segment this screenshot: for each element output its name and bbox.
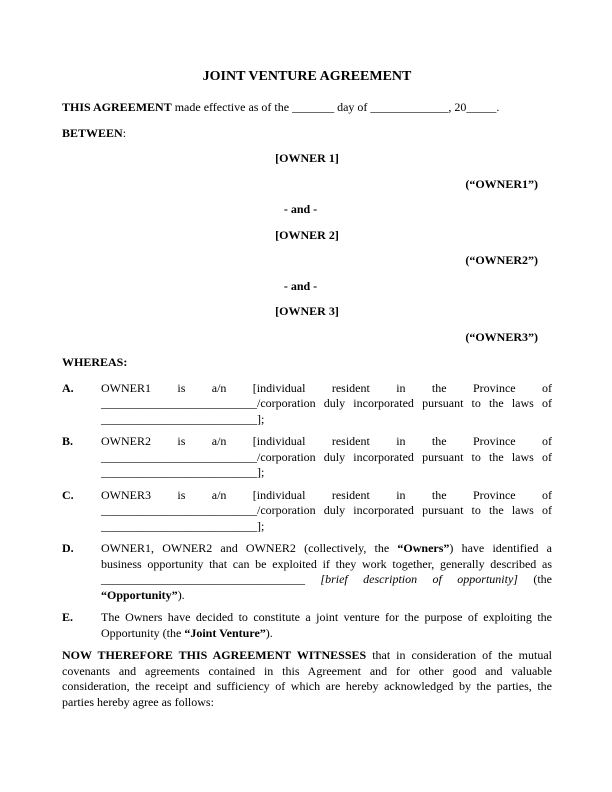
text-line bbox=[101, 412, 552, 428]
text-line bbox=[62, 695, 552, 711]
recital-d bbox=[62, 541, 552, 603]
text-segment: __________________________]; bbox=[101, 411, 265, 426]
text-segment: covenants and agreements contained in this Agreement and for other good and valuable bbox=[62, 663, 552, 678]
text-line bbox=[101, 381, 552, 397]
text-segment: NOW THEREFORE THIS AGREEMENT WITNESSES bbox=[62, 648, 367, 662]
recital-d-text bbox=[101, 541, 552, 603]
text-line bbox=[101, 434, 552, 450]
now-therefore-clause bbox=[62, 648, 552, 710]
and-separator-1: - and - bbox=[283, 202, 318, 216]
text-segment: made effective as of the bbox=[171, 100, 293, 114]
text-segment: “Joint Venture” bbox=[184, 625, 266, 640]
text-segment: THIS AGREEMENT bbox=[62, 100, 172, 114]
text-segment: ). bbox=[177, 587, 185, 602]
text-segment: , 20 bbox=[448, 100, 467, 114]
party-alias-owner3: (“OWNER3”) bbox=[465, 329, 538, 344]
text-segment: ). bbox=[265, 625, 273, 640]
intro-clause bbox=[62, 100, 552, 116]
text-segment: _____________ bbox=[370, 100, 449, 114]
and-separator-2: - and - bbox=[283, 278, 318, 293]
text-segment: that in consideration of the mutual bbox=[366, 648, 552, 662]
between-label bbox=[62, 126, 552, 142]
recital-c-label: C. bbox=[62, 487, 74, 502]
text-segment: business opportunity that can be exploited if they work together, generally described as bbox=[101, 556, 552, 571]
text-segment: consideration, the receipt and sufficiency of which are hereby acknowledged by the parties, the bbox=[62, 679, 552, 693]
party-name-owner3: [OWNER 3] bbox=[275, 304, 339, 318]
party-alias-owner2: (“OWNER2”) bbox=[465, 253, 538, 267]
text-segment: “Opportunity” bbox=[101, 587, 178, 602]
text-segment: (the bbox=[517, 572, 552, 586]
text-segment: [brief description of opportunity] bbox=[320, 572, 518, 586]
text-line bbox=[101, 626, 552, 642]
document-title: JOINT VENTURE AGREEMENT bbox=[202, 69, 412, 84]
text-segment: BETWEEN bbox=[62, 125, 123, 140]
text-segment: __________________________]; bbox=[101, 518, 265, 533]
recital-c bbox=[62, 488, 552, 535]
text-segment: OWNER1 is a/n [individual resident in the Province of bbox=[101, 380, 552, 395]
text-line bbox=[101, 557, 552, 573]
text-line bbox=[101, 450, 552, 466]
recital-e-label: E. bbox=[62, 610, 74, 624]
text-segment: __________________________]; bbox=[101, 465, 265, 479]
text-line bbox=[101, 396, 552, 412]
recital-e-text bbox=[101, 610, 552, 641]
recital-b bbox=[62, 434, 552, 481]
text-line bbox=[101, 610, 552, 626]
text-line bbox=[62, 679, 552, 695]
text-segment: __________________________/corporation duly incorporated pursuant to the laws of bbox=[101, 503, 552, 517]
whereas-heading: WHEREAS: bbox=[62, 355, 128, 369]
text-line bbox=[101, 488, 552, 504]
text-line bbox=[101, 503, 552, 519]
text-segment: OWNER3 is a/n [individual resident in the Province of bbox=[101, 487, 552, 502]
text-segment: _____ bbox=[466, 100, 497, 114]
party-alias-owner1: (“OWNER1”) bbox=[465, 176, 538, 191]
text-line bbox=[101, 465, 552, 481]
party-name-owner2: [OWNER 2] bbox=[275, 227, 339, 242]
text-segment: __________________________/corporation duly incorporated pursuant to the laws of bbox=[101, 396, 552, 410]
text-segment: The Owners have decided to constitute a joint venture for the purpose of exploiting the bbox=[101, 610, 552, 624]
recital-d-label: D. bbox=[62, 541, 74, 555]
text-segment: __________________________/corporation duly incorporated pursuant to the laws of bbox=[101, 449, 552, 464]
text-segment: OWNER1, OWNER2 and OWNER2 (collectively, the bbox=[101, 541, 398, 555]
recital-c-text bbox=[101, 488, 552, 535]
recital-a-label: A. bbox=[62, 380, 74, 395]
text-segment: “Owners” bbox=[397, 541, 450, 555]
party-name-owner1: [OWNER 1] bbox=[275, 151, 339, 165]
text-segment: parties hereby agree as follows: bbox=[62, 694, 214, 709]
text-segment: Opportunity (the bbox=[101, 625, 185, 640]
text-line bbox=[101, 588, 552, 604]
text-line bbox=[101, 572, 552, 588]
recital-a bbox=[62, 381, 552, 428]
text-line bbox=[101, 541, 552, 557]
text-segment: : bbox=[122, 125, 127, 140]
recital-b-label: B. bbox=[62, 434, 74, 448]
text-segment: OWNER2 is a/n [individual resident in the Province of bbox=[101, 434, 552, 448]
recital-e bbox=[62, 610, 552, 641]
recital-b-text bbox=[101, 434, 552, 481]
text-segment: __________________________________ bbox=[101, 572, 321, 586]
text-line bbox=[62, 648, 552, 664]
text-segment: _______ bbox=[292, 100, 335, 114]
text-line bbox=[101, 519, 552, 535]
text-line bbox=[62, 664, 552, 680]
text-segment: ) have identified a bbox=[449, 541, 552, 555]
text-segment: . bbox=[496, 100, 500, 114]
recital-a-text bbox=[101, 381, 552, 428]
text-segment: day of bbox=[334, 100, 371, 114]
